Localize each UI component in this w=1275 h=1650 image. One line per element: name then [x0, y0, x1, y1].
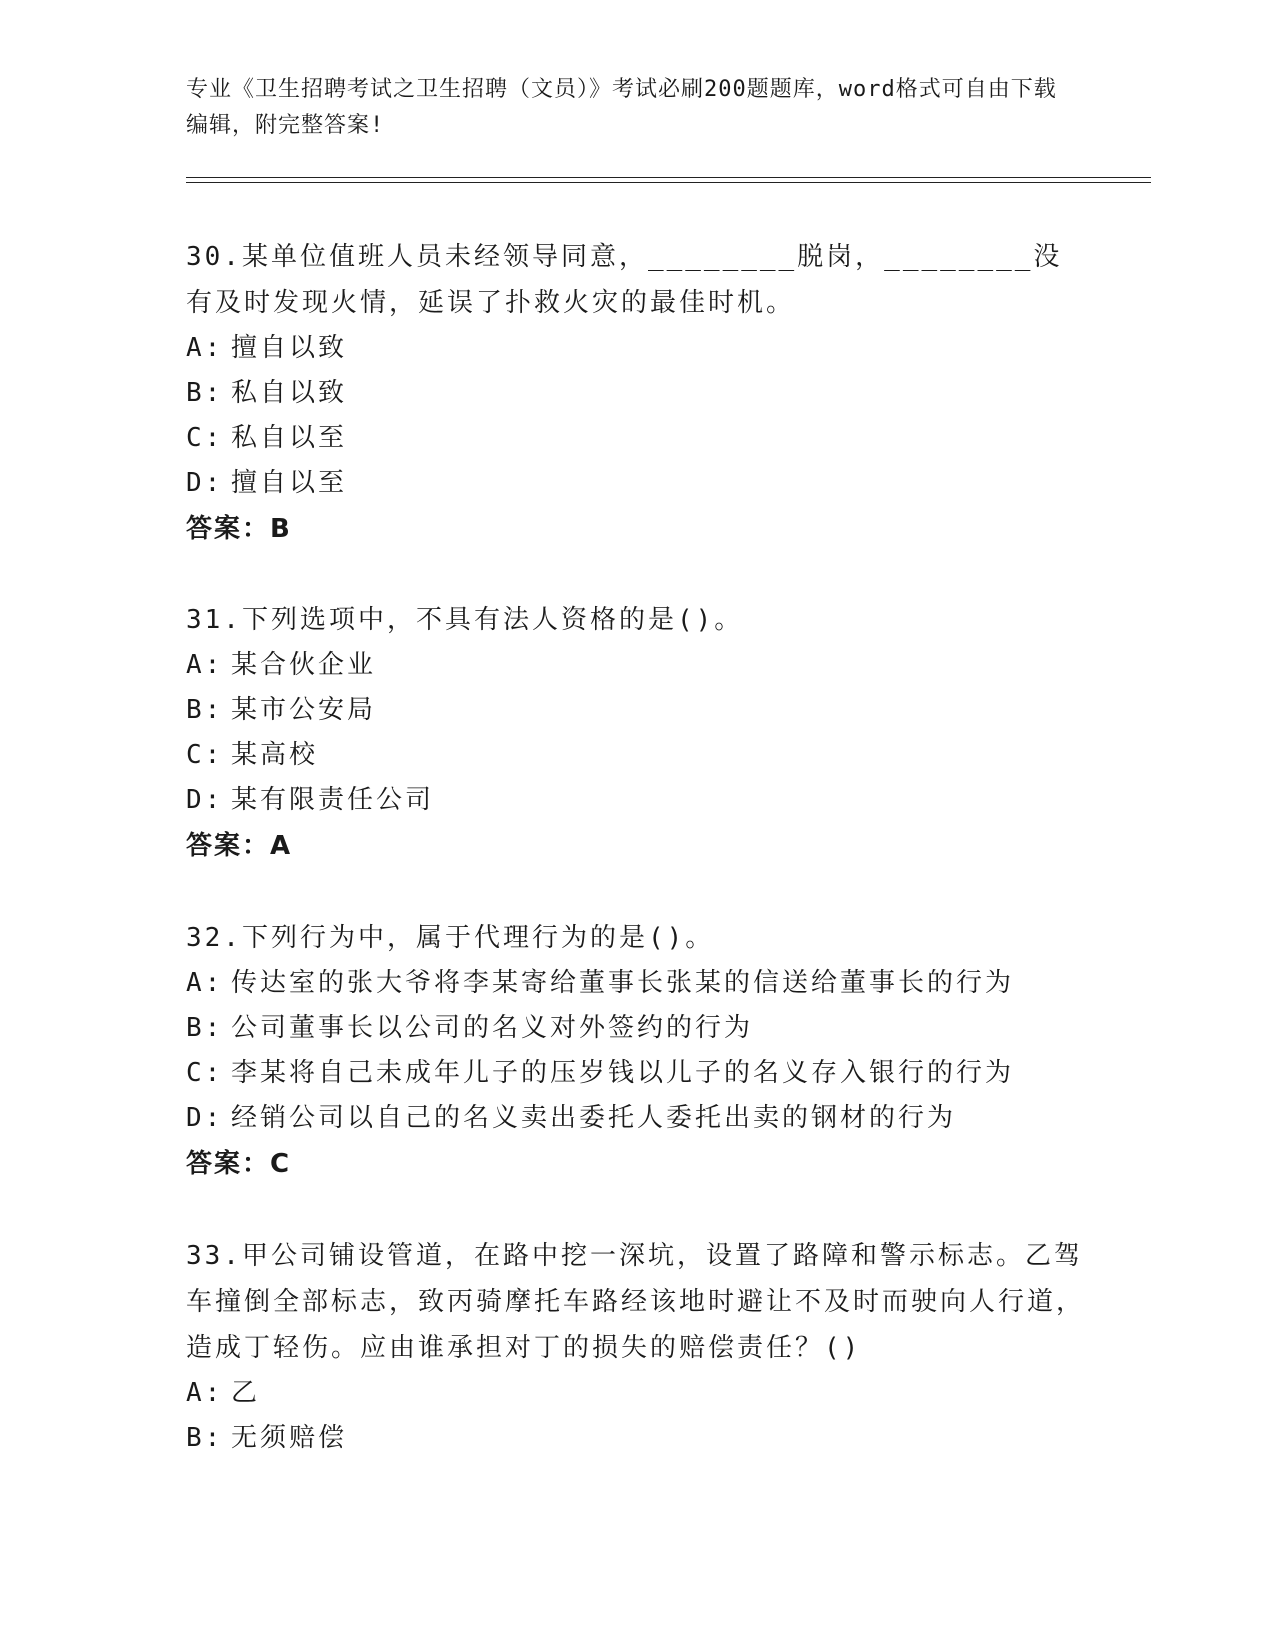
option-text: 传达室的张大爷将李某寄给董事长张某的信送给董事长的行为: [231, 968, 1015, 998]
question-stem: 30.某单位值班人员未经领导同意，________脱岗，________没有及时发现火情，延误了扑救火灾的最佳时机。: [186, 242, 1063, 318]
question-30: [186, 234, 1086, 552]
option-letter: A:: [186, 1378, 224, 1408]
option-text: 某有限责任公司: [231, 785, 435, 815]
question-stem: 32.下列行为中，属于代理行为的是()。: [186, 923, 715, 953]
option-text: 公司董事长以公司的名义对外签约的行为: [231, 1013, 754, 1043]
option-letter: C:: [186, 1058, 224, 1088]
option-letter: A:: [186, 333, 224, 363]
option-d: [186, 1096, 1086, 1141]
question-stem: 31.下列选项中，不具有法人资格的是()。: [186, 605, 744, 635]
option-text: 擅自以致: [231, 333, 348, 363]
question-stem: 33.甲公司铺设管道，在路中挖一深坑，设置了路障和警示标志。乙驾车撞倒全部标志，致丙骑摩托车路经该地时避让不及时而驶向人行道，造成丁轻伤。应由谁承担对丁的损失的赔偿责任？(): [186, 1241, 1086, 1363]
option-b: [186, 371, 1086, 416]
option-a: [186, 961, 1086, 1006]
option-letter: D:: [186, 468, 224, 498]
option-text: 李某将自己未成年儿子的压岁钱以儿子的名义存入银行的行为: [231, 1058, 1015, 1088]
option-c: [186, 1051, 1086, 1096]
question-33: [186, 1233, 1086, 1461]
option-text: 擅自以至: [231, 468, 348, 498]
answer-line: 答案：A: [186, 831, 293, 861]
option-letter: D:: [186, 785, 224, 815]
option-d: [186, 461, 1086, 506]
option-text: 私自以至: [231, 423, 348, 453]
header-divider-top: [186, 177, 1151, 178]
option-a: [186, 326, 1086, 371]
option-a: [186, 643, 1086, 688]
option-b: [186, 688, 1086, 733]
header-divider-bottom: [186, 182, 1151, 183]
answer-line: 答案：B: [186, 514, 292, 544]
option-letter: B:: [186, 1423, 224, 1453]
option-d: [186, 778, 1086, 823]
option-text: 无须赔偿: [231, 1423, 348, 1453]
document-header: 专业《卫生招聘考试之卫生招聘（文员）》考试必刷200题题库，word格式可自由下载编辑，附完整答案!: [186, 77, 1057, 138]
question-32: [186, 915, 1086, 1187]
option-letter: B:: [186, 378, 224, 408]
option-letter: D:: [186, 1103, 224, 1133]
option-letter: C:: [186, 423, 224, 453]
option-letter: B:: [186, 1013, 224, 1043]
option-letter: A:: [186, 968, 224, 998]
option-b: [186, 1416, 1086, 1461]
answer-line: 答案：C: [186, 1149, 292, 1179]
question-31: [186, 597, 1086, 869]
option-c: [186, 416, 1086, 461]
option-text: 某合伙企业: [231, 650, 377, 680]
option-letter: A:: [186, 650, 224, 680]
option-text: 经销公司以自己的名义卖出委托人委托出卖的钢材的行为: [231, 1103, 957, 1133]
option-letter: B:: [186, 695, 224, 725]
option-text: 某高校: [231, 740, 319, 770]
option-a: [186, 1371, 1086, 1416]
option-text: 私自以致: [231, 378, 348, 408]
option-c: [186, 733, 1086, 778]
option-text: 某市公安局: [231, 695, 377, 725]
option-text: 乙: [231, 1378, 261, 1408]
option-letter: C:: [186, 740, 224, 770]
option-b: [186, 1006, 1086, 1051]
